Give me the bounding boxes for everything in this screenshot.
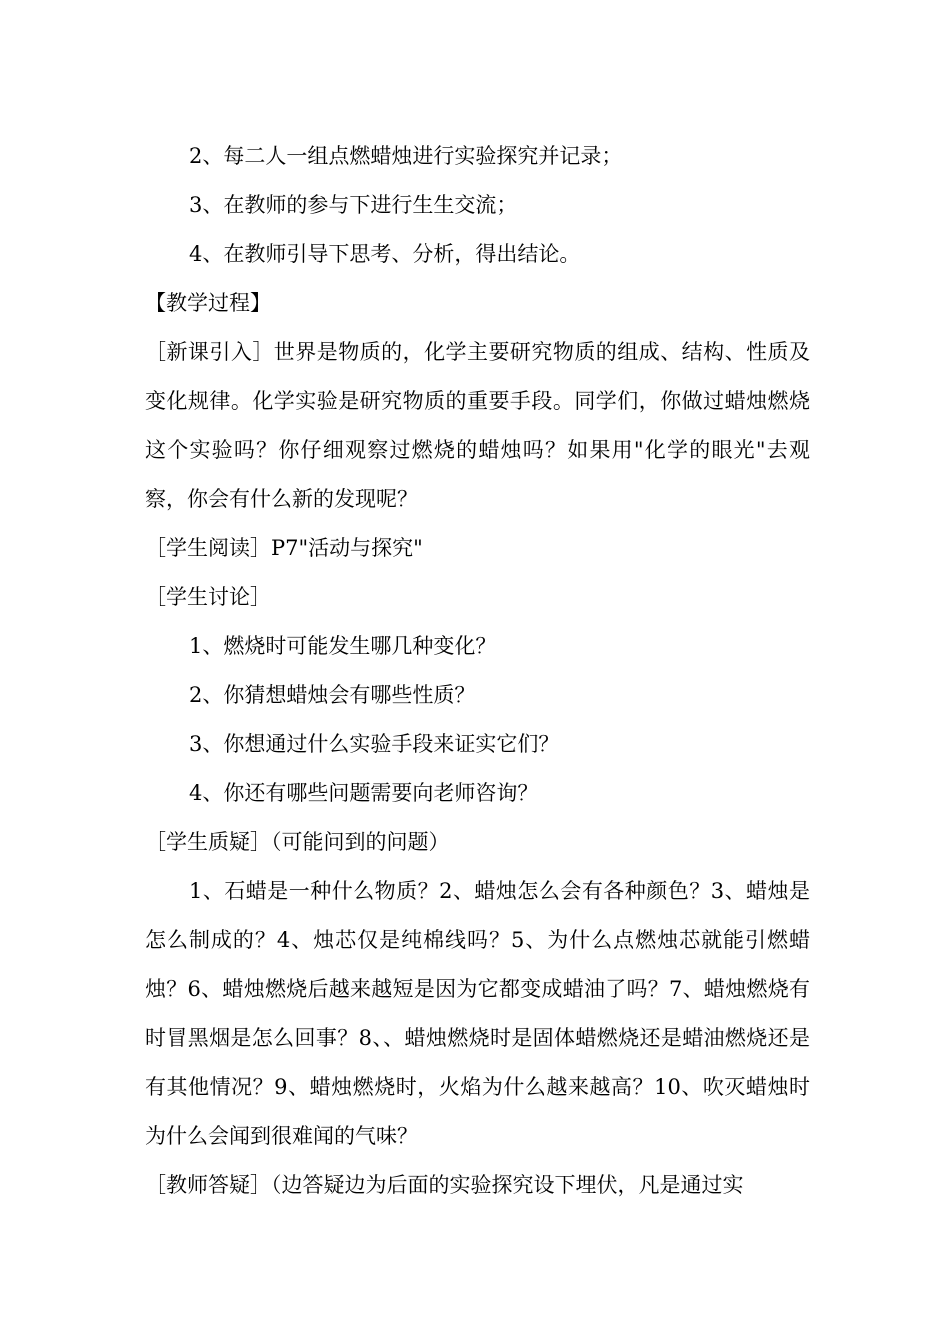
discussion-item: 1、燃烧时可能发生哪几种变化？: [189, 634, 497, 658]
new-lesson-paragraph: ［新课引入］世界是物质的，化学主要研究物质的组成、结构、性质及变化规律。化学实验是研究物质的重要手段。同学们，你做过蜡烛燃烧这个实验吗？你仔细观察过燃烧的蜡烛吗？如果用"化学的眼光"去观察，你会有什么新的发现呢？: [145, 340, 810, 511]
discussion-item: 4、你还有哪些问题需要向老师咨询？: [189, 781, 539, 805]
student-reading: ［学生阅读］P7"活动与探究": [145, 536, 423, 560]
student-questions-paragraph: 1、石蜡是一种什么物质？2、蜡烛怎么会有各种颜色？3、蜡烛是怎么制成的？4、烛芯仅是纯棉线吗？5、为什么点燃烛芯就能引燃蜡烛？6、蜡烛燃烧后越来越短是因为它都变成蜡油了吗？7、蜡烛燃烧有时冒黑烟是怎么回事？8、、蜡烛燃烧时是固体蜡燃烧还是蜡油燃烧还是有其他情况？9、蜡烛燃烧时，火焰为什么越来越高？10、吹灭蜡烛时为什么会闻到很难闻的气味？: [145, 879, 810, 1148]
teacher-answers-paragraph: ［教师答疑］（边答疑边为后面的实验探究设下埋伏，凡是通过实: [145, 1173, 744, 1197]
document-page: [145, 132, 810, 1210]
student-questions-label: ［学生质疑］（可能问到的问题）: [145, 830, 450, 854]
student-discussion-label: ［学生讨论］: [145, 585, 271, 609]
intro-step-3: 3、在教师的参与下进行生生交流；: [189, 193, 518, 217]
intro-step-4: 4、在教师引导下思考、分析，得出结论。: [189, 242, 581, 266]
section-heading: 【教学过程】: [145, 291, 271, 315]
discussion-item: 2、你猜想蜡烛会有哪些性质？: [189, 683, 476, 707]
intro-step-2: 2、每二人一组点燃蜡烛进行实验探究并记录；: [189, 144, 623, 168]
discussion-item: 3、你想通过什么实验手段来证实它们？: [189, 732, 560, 756]
